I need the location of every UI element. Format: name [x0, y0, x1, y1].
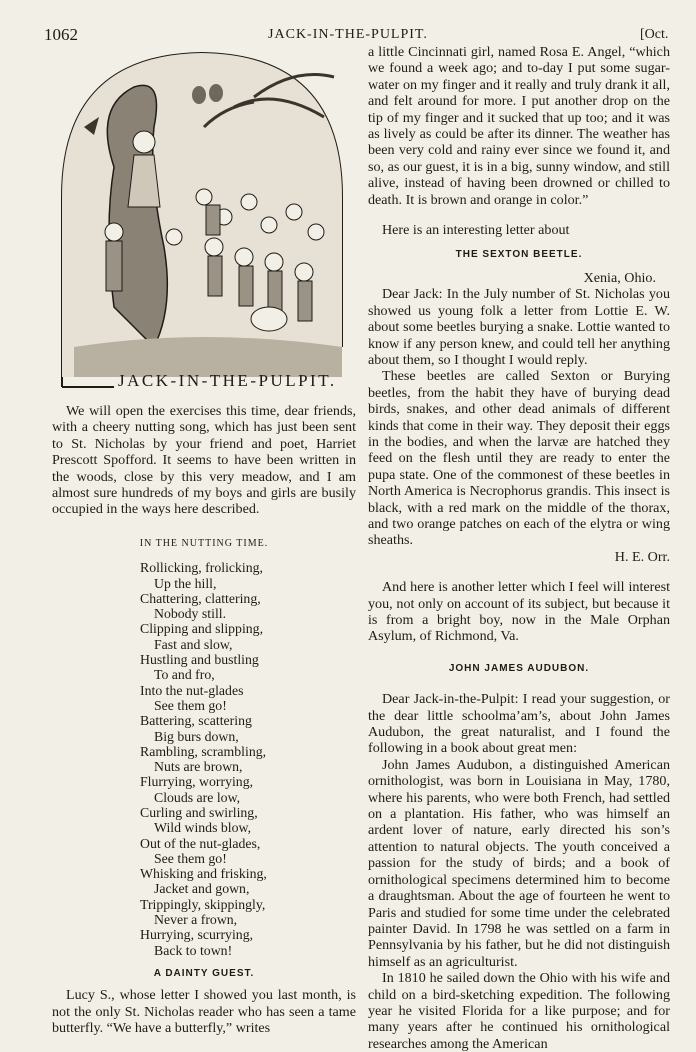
section-heading: JOHN JAMES AUDUBON.: [448, 662, 590, 674]
letter-signature: H. E. Orr.: [614, 548, 670, 565]
poem-line: Curling and swirling,: [140, 805, 258, 820]
poem-line: Nobody still.: [154, 606, 227, 622]
poem-line: Big burs down,: [154, 728, 239, 744]
poem-line: Jacket and gown,: [154, 881, 250, 897]
poem-line: Fast and slow,: [154, 636, 233, 652]
section-heading: THE SEXTON BEETLE.: [455, 249, 583, 261]
poem-line: Into the nut-glades: [140, 682, 244, 698]
letter-place: Xenia, Ohio.: [583, 269, 656, 286]
running-title: JACK-IN-THE-PULPIT.: [268, 27, 428, 42]
letter-paragraph: In 1810 he sailed down the Ohio with his wife and child on a bird-sketching expedition. The following year he visited Florida for a like purpose; and for many years after he continued his ornithological researches among the American: [368, 970, 670, 1052]
poem-line: Trippingly, skippingly,: [140, 896, 266, 912]
poem-line: Rambling, scrambling,: [140, 743, 267, 759]
page-number: 1062: [44, 25, 78, 44]
audubon-intro: And here is another letter which I feel will interest you, not only on account of its subject, but because it is from a bright boy, now in the Male Orphan Asylum, of Richmond, Va.: [368, 579, 670, 645]
poem-title: IN THE NUTTING TIME.: [139, 537, 269, 549]
poem-line: Flurrying, worrying,: [140, 774, 254, 790]
illustration-caption: JACK-IN-THE-PULPIT.: [118, 371, 337, 390]
poem-line: To and fro,: [154, 667, 215, 683]
poem-line: Hurrying, scurrying,: [140, 927, 254, 943]
sexton-intro: Here is an interesting letter about: [382, 222, 570, 239]
letter-paragraph: John James Audubon, a distinguished American ornithologist, was born in Louisiana in May, 1780, where his parents, who were both French, had settled on a plantation. His father, who was himself an ardent lover of nature, early directed his son’s attention to natural objects. The youth conceived a passion for the study of birds; and a book of ornithological specimens determined him to become a draughtsman. About the age of fourteen he went to Paris and studied for some time under the celebrated painter David. In 1798 he was settled on a farm in Pennsylvania by his father, but he did not distinguish himself as an agriculturist.: [368, 756, 670, 970]
section-heading: A DAINTY GUEST.: [153, 967, 255, 979]
poem-line: Battering, scattering: [140, 713, 252, 729]
poem-line: Whisking and frisking,: [140, 866, 267, 882]
poem-line: Hustling and bustling: [140, 652, 259, 668]
issue-month: [Oct.: [640, 27, 669, 42]
intro-paragraph: We will open the exercises this time, dear friends, with a cheery nutting song, which has just been sent to St. Nicholas by your friend and poet, Harriet Prescott Spofford. It seems to have been written in the woods, close by this very meadow, and I am almost sure hundreds of my boys and girls are busily occupied in the ways here described.: [52, 403, 356, 518]
poem-line: Rollicking, frolicking,: [140, 560, 264, 576]
dainty-guest-paragraph: Lucy S., whose letter I showed you last month, is not the only St. Nicholas reader who has seen a tame butterfly. “We have a butterfly,” writes: [52, 987, 356, 1037]
poem-line: See them go!: [154, 850, 227, 866]
jack-in-the-pulpit-illustration: [54, 47, 350, 393]
dainty-guest-continued: a little Cincinnati girl, named Rosa E. Angel, “which we found a week ago; and to-day I put some sugar-water on my finger and it really and truly drank it all, and felt around for more. I put another drop on the tip of my finger and it sucked that up too; and it was as lively as could be after its dinner. The weather has been very cold and rainy ever since we found it, and so, as our guest, it is in a big, sunny window, and still alive, instead of having been drowned or chilled to death. It is brown and orange in color.”: [368, 44, 670, 208]
left-column: [52, 403, 356, 1037]
poem-line: Up the hill,: [154, 575, 217, 591]
poem: [140, 560, 356, 958]
letter-paragraph: Dear Jack: In the July number of St. Nicholas you showed us young folk a letter from Lottie E. W. about some beetles burying a snake. Lottie wanted to know if any person knew, and could tell her anything about them, so I thought I would reply.: [368, 286, 670, 368]
poem-line: Nuts are brown,: [154, 759, 243, 775]
poem-line: Chattering, clattering,: [140, 590, 261, 606]
poem-line: See them go!: [154, 697, 227, 713]
poem-line: Back to town!: [154, 942, 233, 958]
poem-line: Clouds are low,: [154, 789, 241, 805]
poem-line: Never a frown,: [154, 912, 238, 928]
letter-paragraph: Dear Jack-in-the-Pulpit: I read your suggestion, or the dear little schoolma’am’s, about John James Audubon, the great naturalist, and I found the following in a book about great men:: [368, 691, 670, 757]
right-column: [368, 44, 670, 1052]
letter-paragraph: These beetles are called Sexton or Burying beetles, from the habit they have of burying dead birds, snakes, and other dead animals of different kinds that come in their way. They deposit their eggs in the bodies, and when the larvæ are hatched they feed on the flesh until they are ready to enter the pupa state. One of the commonest of these beetles in North America is Necrophorus grandis. This insect is black, with a red mark on the middle of the thorax, and two orange patches on each of the elytra or wing sheaths.: [368, 368, 670, 549]
page-header: [0, 0, 696, 44]
poem-line: Wild winds blow,: [154, 820, 252, 836]
poem-line: Out of the nut-glades,: [140, 835, 261, 851]
poem-line: Clipping and slipping,: [140, 621, 264, 637]
